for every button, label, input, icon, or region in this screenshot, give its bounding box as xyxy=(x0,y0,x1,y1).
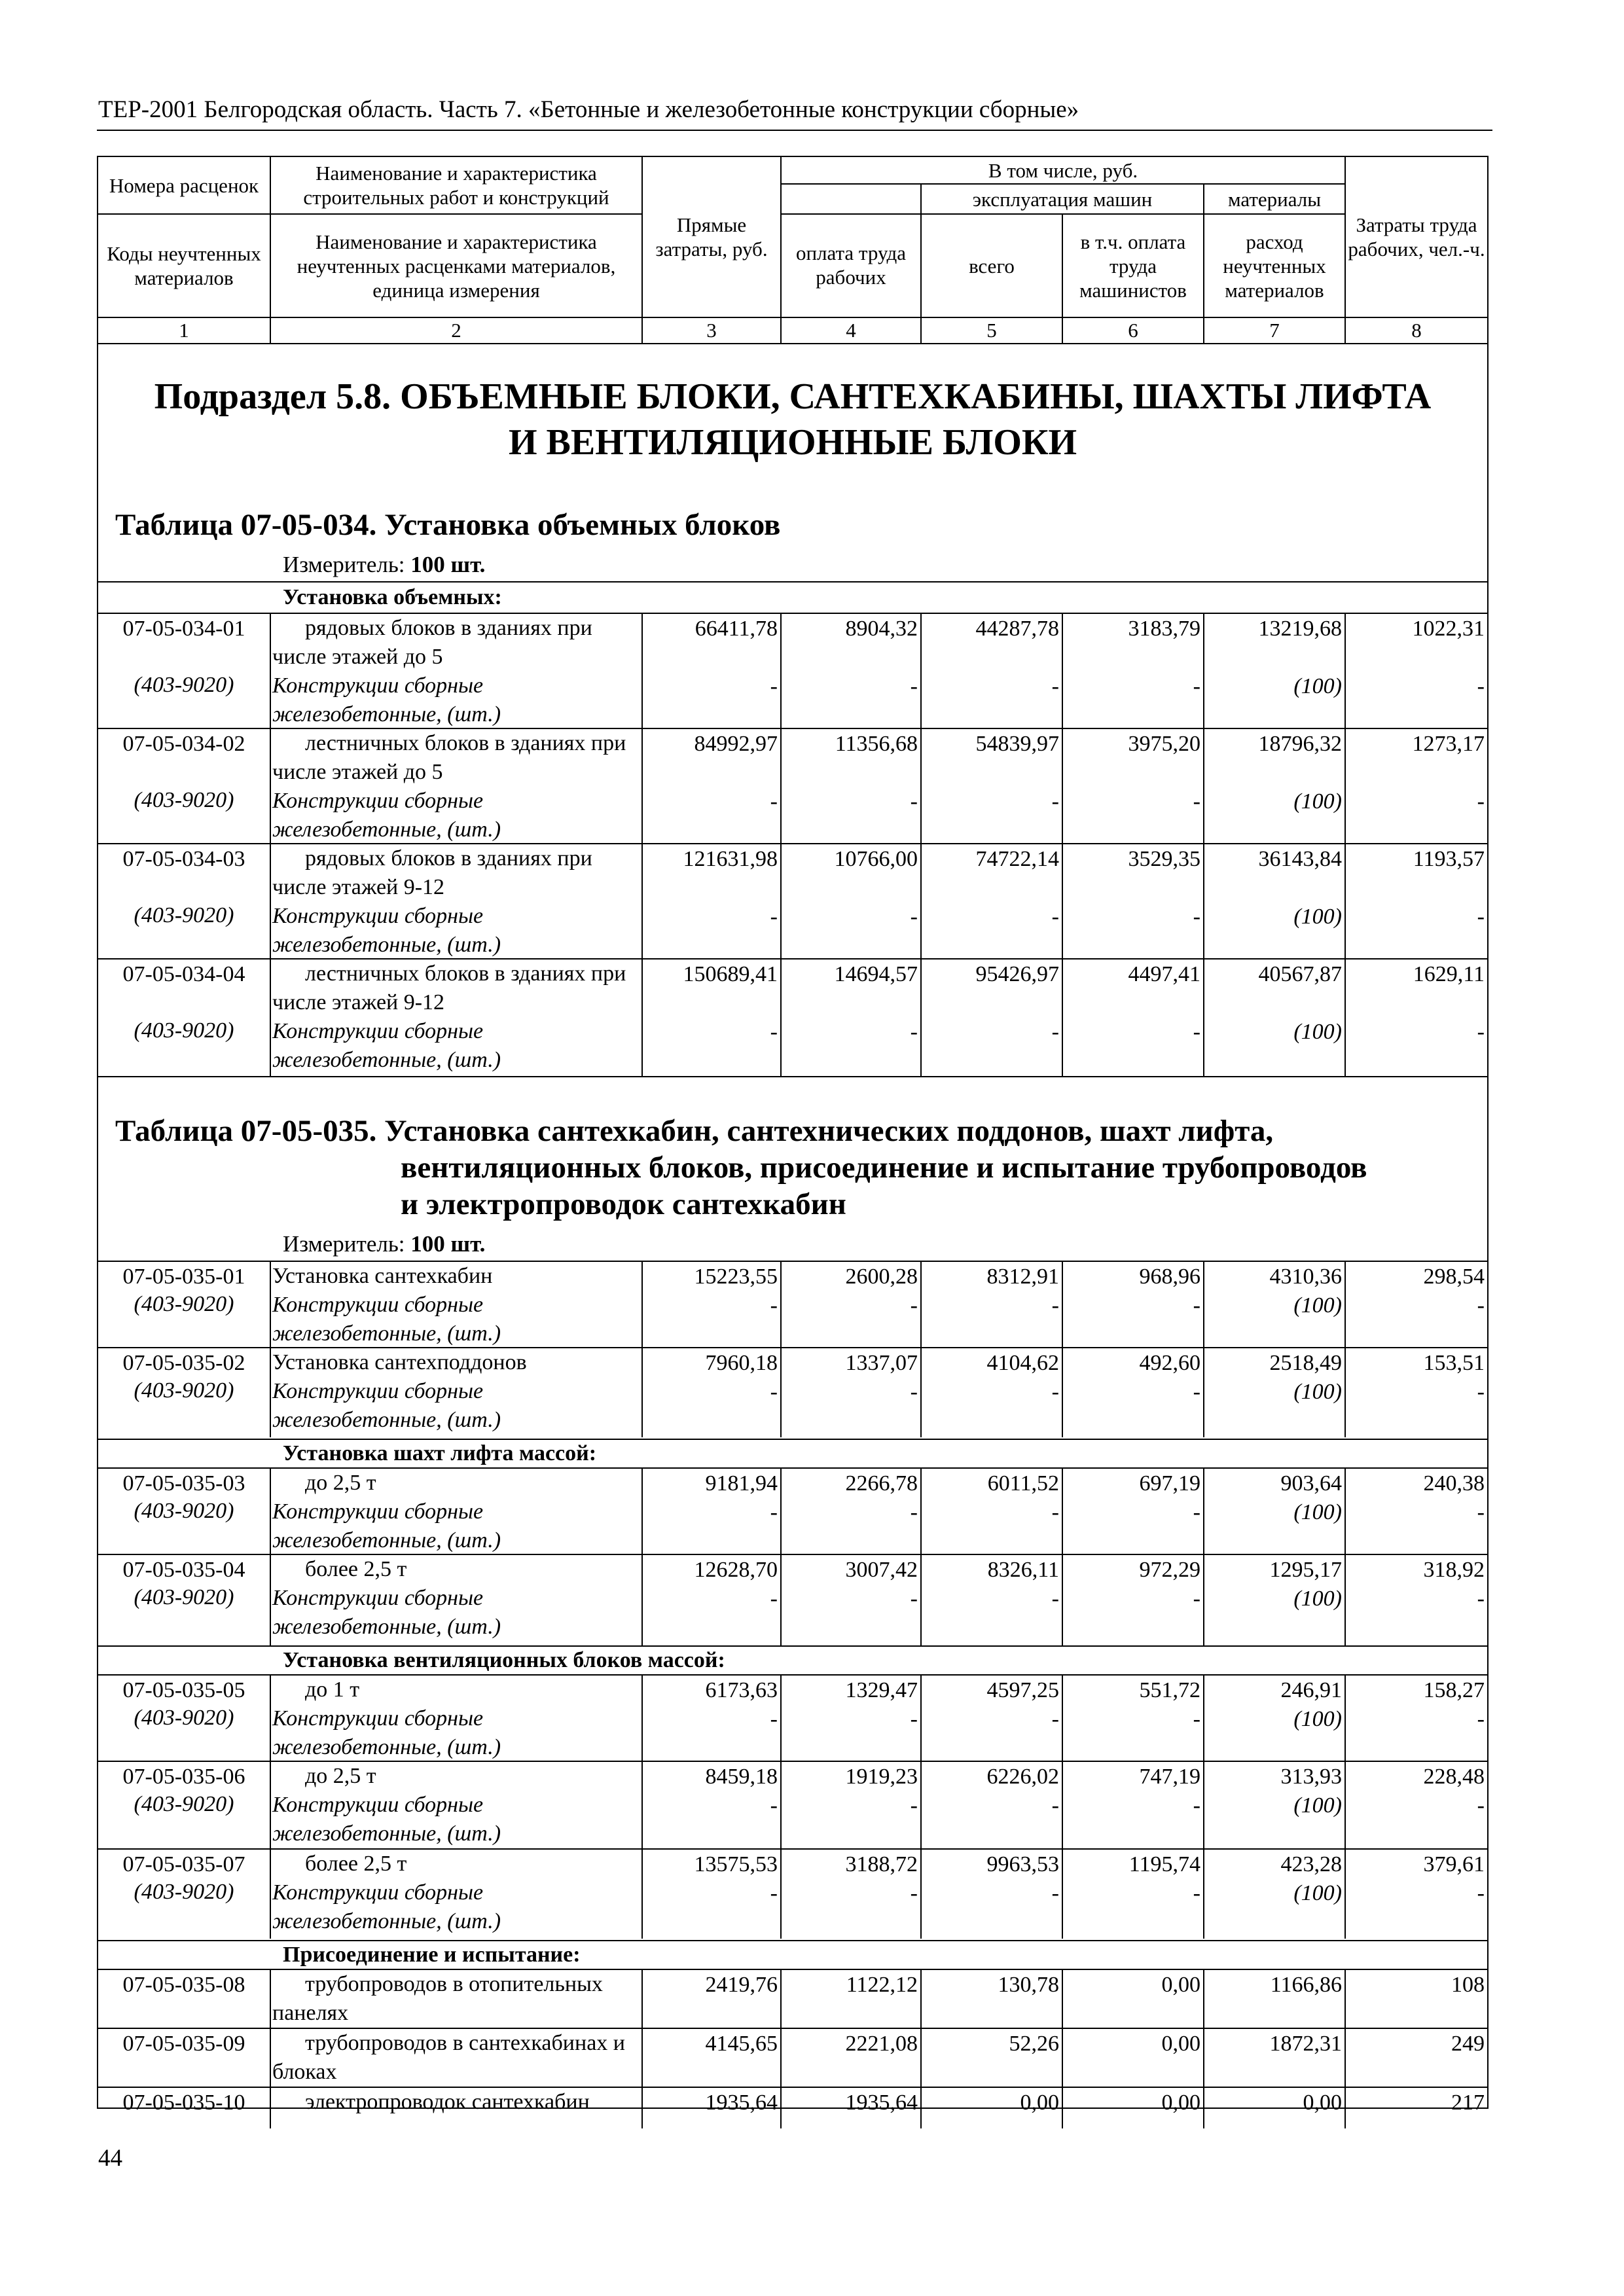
column-line xyxy=(1344,1261,1346,1437)
material-value: - xyxy=(1193,905,1200,929)
material-value: - xyxy=(1477,1587,1485,1611)
row-value: 4104,62 xyxy=(986,1351,1059,1375)
row-value: 150689,41 xyxy=(683,962,778,986)
row-value: 551,72 xyxy=(1139,1678,1200,1702)
material-value: - xyxy=(770,1587,778,1611)
rate-code: 07-05-034-01 xyxy=(122,617,245,641)
row-value: 0,00 xyxy=(1161,1973,1200,1997)
row-value: 12628,70 xyxy=(694,1558,778,1582)
material-value: - xyxy=(1477,789,1485,814)
row-value: 249 xyxy=(1451,2032,1485,2056)
material-value: - xyxy=(1477,1707,1485,1731)
material-value: (100) xyxy=(1293,1707,1342,1731)
row-value: 1195,74 xyxy=(1128,1852,1200,1876)
rate-name: электропроводок сантехкабин xyxy=(305,2090,590,2114)
rate-name: трубопроводов в отопительных панелях xyxy=(272,1972,603,2025)
row-value: 18796,32 xyxy=(1258,732,1342,756)
material-value: - xyxy=(1193,674,1200,698)
column-number: 7 xyxy=(1269,319,1280,342)
row-value: 903,64 xyxy=(1280,1471,1342,1496)
material-value: - xyxy=(1477,1293,1485,1318)
row-value: 1337,07 xyxy=(845,1351,918,1375)
row-value: 8312,91 xyxy=(986,1265,1059,1289)
column-line xyxy=(920,1969,922,2128)
running-header: ТЕР-2001 Белгородская область. Часть 7. «Бетонные и железобетонные конструкции сборные» xyxy=(98,96,1079,123)
material-code: (403-9020) xyxy=(134,903,234,927)
column-line xyxy=(1344,1969,1346,2128)
material-code: (403-9020) xyxy=(134,1792,234,1816)
material-value: - xyxy=(770,1380,778,1404)
row-value: 972,29 xyxy=(1139,1558,1200,1582)
rate-name: рядовых блоков в зданиях при числе этажей 9-12 xyxy=(272,846,592,899)
row-value: 10766,00 xyxy=(834,847,918,871)
table2-title-line3: и электропроводок сантехкабин xyxy=(401,1187,846,1221)
row-value: 1919,23 xyxy=(845,1765,918,1789)
rate-name: Установка сантехкабин xyxy=(272,1264,493,1288)
column-line xyxy=(1344,1467,1346,1645)
row-value: 697,19 xyxy=(1139,1471,1200,1496)
row-value: 246,91 xyxy=(1280,1678,1342,1702)
row-value: 2419,76 xyxy=(705,1973,778,1997)
row-divider xyxy=(97,581,1489,583)
material-value: - xyxy=(1051,1293,1059,1318)
header-materials: материалы xyxy=(1227,187,1322,211)
rate-name: более 2,5 т xyxy=(305,1852,407,1876)
material-value: (100) xyxy=(1293,1793,1342,1818)
header-machines: эксплуатация машин xyxy=(972,187,1153,211)
material-value: - xyxy=(1477,1380,1485,1404)
material-value: - xyxy=(770,905,778,929)
rate-code: 07-05-034-03 xyxy=(122,847,245,871)
table2-title-line2: вентиляционных блоков, присоединение и испытание трубопроводов xyxy=(401,1151,1367,1185)
material-value: - xyxy=(770,1020,778,1044)
unit-of-measure xyxy=(283,551,485,579)
row-value: 14694,57 xyxy=(834,962,918,986)
material-value: - xyxy=(1477,674,1485,698)
column-line xyxy=(1062,1969,1063,2128)
row-value: 1629,11 xyxy=(1413,962,1485,986)
material-value: - xyxy=(1193,1793,1200,1818)
column-line xyxy=(1203,1969,1204,2128)
row-value: 0,00 xyxy=(1161,2032,1200,2056)
material-name: Конструкции сборные железобетонные, (шт.) xyxy=(272,1019,501,1072)
material-value: - xyxy=(910,1707,918,1731)
material-value: - xyxy=(1477,1881,1485,1905)
row-value: 74722,14 xyxy=(975,847,1059,871)
material-value: (100) xyxy=(1293,1881,1342,1905)
material-name: Конструкции сборные железобетонные, (шт.) xyxy=(272,1586,501,1639)
row-value: 36143,84 xyxy=(1258,847,1342,871)
material-value: - xyxy=(1051,1020,1059,1044)
column-line xyxy=(270,1969,271,2128)
rate-name: до 1 т xyxy=(305,1677,360,1702)
material-value: - xyxy=(1193,1587,1200,1611)
row-value: 2518,49 xyxy=(1269,1351,1342,1375)
row-divider xyxy=(97,1439,1489,1440)
material-name: Конструкции сборные железобетонные, (шт.) xyxy=(272,1379,501,1432)
row-value: 298,54 xyxy=(1423,1265,1485,1289)
material-value: - xyxy=(910,1881,918,1905)
rate-code: 07-05-035-01 xyxy=(122,1265,245,1289)
row-value: 4497,41 xyxy=(1128,962,1200,986)
row-value: 2600,28 xyxy=(845,1265,918,1289)
column-line xyxy=(780,1969,782,2128)
header-labor-costs: Затраты труда рабочих, чел.-ч. xyxy=(1348,213,1485,260)
row-value: 2221,08 xyxy=(845,2032,918,2056)
row-value: 1122,12 xyxy=(846,1973,918,1997)
header-rule xyxy=(97,130,1492,131)
rate-name: более 2,5 т xyxy=(305,1557,407,1581)
material-value: (100) xyxy=(1293,1293,1342,1318)
row-value: 1295,17 xyxy=(1269,1558,1342,1582)
column-number: 2 xyxy=(451,319,461,342)
material-value: - xyxy=(770,1881,778,1905)
column-line xyxy=(1062,1261,1063,1437)
rate-name: рядовых блоков в зданиях при числе этажей до 5 xyxy=(272,616,592,669)
material-code: (403-9020) xyxy=(134,673,234,697)
column-line xyxy=(1344,613,1346,1076)
material-value: - xyxy=(1051,1587,1059,1611)
column-line xyxy=(1344,1674,1346,1939)
row-value: 0,00 xyxy=(1020,2090,1059,2115)
row-value: 95426,97 xyxy=(975,962,1059,986)
column-number: 6 xyxy=(1128,319,1138,342)
row-value: 217 xyxy=(1451,2090,1485,2115)
material-value: - xyxy=(1051,674,1059,698)
unit-value: 100 шт. xyxy=(410,1231,486,1257)
header-including: В том числе, руб. xyxy=(988,158,1138,182)
rate-code: 07-05-035-02 xyxy=(122,1351,245,1375)
column-line xyxy=(1203,1674,1204,1939)
header-material-codes: Коды неучтенных материалов xyxy=(107,242,261,289)
rate-code: 07-05-034-04 xyxy=(122,962,245,986)
material-value: - xyxy=(1193,1380,1200,1404)
material-value: - xyxy=(770,1293,778,1318)
column-number: 1 xyxy=(179,319,189,342)
material-value: (100) xyxy=(1293,789,1342,814)
material-value: - xyxy=(770,1500,778,1524)
column-line xyxy=(270,1261,271,1437)
row-value: 4597,25 xyxy=(986,1678,1059,1702)
header-work-name: Наименование и характеристика строительных работ и конструкций xyxy=(303,162,609,209)
column-line xyxy=(780,1467,782,1645)
unit-of-measure xyxy=(283,1230,485,1258)
column-line xyxy=(920,1674,922,1939)
row-value: 3188,72 xyxy=(845,1852,918,1876)
row-value: 6173,63 xyxy=(705,1678,778,1702)
row-value: 1935,64 xyxy=(705,2090,778,2115)
material-code: (403-9020) xyxy=(134,1880,234,1904)
header-bottom xyxy=(97,343,1489,344)
row-value: 1166,86 xyxy=(1270,1973,1342,1997)
material-name: Конструкции сборные железобетонные, (шт.) xyxy=(272,1293,501,1346)
row-value: 40567,87 xyxy=(1258,962,1342,986)
row-value: 2266,78 xyxy=(845,1471,918,1496)
rate-name: до 2,5 т xyxy=(305,1764,376,1788)
unit-value: 100 шт. xyxy=(410,552,486,577)
row-value: 13219,68 xyxy=(1258,617,1342,641)
row-value: 8904,32 xyxy=(845,617,918,641)
material-name: Конструкции сборные железобетонные, (шт.) xyxy=(272,1880,501,1933)
column-line xyxy=(780,1674,782,1939)
material-name: Конструкции сборные железобетонные, (шт.) xyxy=(272,1793,501,1846)
material-code: (403-9020) xyxy=(134,788,234,812)
header-rate-number: Номера расценок xyxy=(109,173,259,197)
material-value: - xyxy=(1051,1707,1059,1731)
header-machines-total: всего xyxy=(969,254,1015,278)
material-value: (100) xyxy=(1293,1020,1342,1044)
rate-name: трубопроводов в сантехкабинах и блоках xyxy=(272,2031,625,2084)
row-value: 379,61 xyxy=(1423,1852,1485,1876)
row-value: 1872,31 xyxy=(1269,2032,1342,2056)
column-line xyxy=(920,1261,922,1437)
row-value: 121631,98 xyxy=(683,847,778,871)
material-code: (403-9020) xyxy=(134,1378,234,1403)
material-value: - xyxy=(1193,789,1200,814)
row-value: 9181,94 xyxy=(705,1471,778,1496)
material-code: (403-9020) xyxy=(134,1499,234,1523)
column-line xyxy=(920,1467,922,1645)
material-value: - xyxy=(910,1793,918,1818)
material-value: - xyxy=(910,674,918,698)
material-value: - xyxy=(910,905,918,929)
material-code: (403-9020) xyxy=(134,1706,234,1730)
material-value: - xyxy=(1477,1500,1485,1524)
material-name: Конструкции сборные железобетонные, (шт.) xyxy=(272,1706,501,1759)
material-code: (403-9020) xyxy=(134,1018,234,1043)
material-value: - xyxy=(1051,1881,1059,1905)
rate-code: 07-05-035-03 xyxy=(122,1471,245,1496)
rate-code: 07-05-034-02 xyxy=(122,732,245,756)
row-value: 3975,20 xyxy=(1128,732,1200,756)
row-value: 9963,53 xyxy=(986,1852,1059,1876)
row-value: 84992,97 xyxy=(694,732,778,756)
row-value: 7960,18 xyxy=(705,1351,778,1375)
rate-name: до 2,5 т xyxy=(305,1471,376,1495)
row-value: 1022,31 xyxy=(1412,617,1485,641)
material-value: - xyxy=(1477,905,1485,929)
material-value: - xyxy=(910,1500,918,1524)
row-value: 3529,35 xyxy=(1128,847,1200,871)
row-value: 52,26 xyxy=(1009,2032,1059,2056)
material-name: Конструкции сборные железобетонные, (шт.) xyxy=(272,673,501,726)
row-value: 130,78 xyxy=(998,1973,1059,1997)
material-value: - xyxy=(770,789,778,814)
row-value: 3007,42 xyxy=(845,1558,918,1582)
material-value: - xyxy=(770,674,778,698)
material-value: (100) xyxy=(1293,1587,1342,1611)
material-value: - xyxy=(1051,789,1059,814)
column-line xyxy=(920,613,922,1076)
material-value: - xyxy=(1051,1380,1059,1404)
row-value: 8326,11 xyxy=(987,1558,1059,1582)
rate-code: 07-05-035-05 xyxy=(122,1678,245,1702)
row-divider xyxy=(97,1645,1489,1647)
column-line xyxy=(270,1674,271,1939)
page-number: 44 xyxy=(98,2145,122,2172)
column-number: 5 xyxy=(986,319,997,342)
material-code: (403-9020) xyxy=(134,1585,234,1609)
material-name: Конструкции сборные железобетонные, (шт.) xyxy=(272,904,501,957)
table2-title: Таблица 07-05-035. Установка сантехкабин, сантехнических поддонов, шахт лифта, xyxy=(115,1114,1274,1148)
row-value: 1193,57 xyxy=(1413,847,1485,871)
row-value: 318,92 xyxy=(1423,1558,1485,1582)
material-value: - xyxy=(910,789,918,814)
material-value: - xyxy=(1193,1500,1200,1524)
material-value: - xyxy=(910,1020,918,1044)
unit-label: Измеритель: xyxy=(283,552,411,577)
header-direct-costs: Прямые затраты, руб. xyxy=(655,213,768,260)
rate-code: 07-05-035-07 xyxy=(122,1852,245,1876)
material-value: - xyxy=(1193,1881,1200,1905)
rate-code: 07-05-035-04 xyxy=(122,1558,245,1582)
group-heading: Установка вентиляционных блоков массой: xyxy=(283,1648,725,1672)
material-code: (403-9020) xyxy=(134,1292,234,1316)
row-value: 6011,52 xyxy=(987,1471,1059,1496)
material-value: - xyxy=(1193,1020,1200,1044)
section-title-line2: И ВЕНТИЛЯЦИОННЫЕ БЛОКИ xyxy=(508,422,1077,463)
row-value: 0,00 xyxy=(1161,2090,1200,2115)
column-line xyxy=(780,613,782,1076)
rate-code: 07-05-035-06 xyxy=(122,1765,245,1789)
row-value: 228,48 xyxy=(1423,1765,1485,1789)
material-value: - xyxy=(910,1380,918,1404)
column-line xyxy=(1062,1467,1063,1645)
rate-name: Установка сантехподдонов xyxy=(272,1350,527,1374)
row-value: 3183,79 xyxy=(1128,617,1200,641)
material-value: - xyxy=(1193,1707,1200,1731)
rate-code: 07-05-035-09 xyxy=(122,2032,245,2056)
material-name: Конструкции сборные железобетонные, (шт.) xyxy=(272,789,501,842)
header-unaccounted-materials: расход неучтенных материалов xyxy=(1223,230,1326,302)
row-value: 313,93 xyxy=(1280,1765,1342,1789)
row-value: 44287,78 xyxy=(975,617,1059,641)
row-value: 108 xyxy=(1451,1973,1485,1997)
material-value: - xyxy=(770,1707,778,1731)
row-divider xyxy=(97,1940,1489,1941)
row-value: 1329,47 xyxy=(845,1678,918,1702)
material-name: Конструкции сборные железобетонные, (шт.) xyxy=(272,1499,501,1552)
material-value: - xyxy=(910,1587,918,1611)
column-number: 8 xyxy=(1411,319,1422,342)
row-value: 8459,18 xyxy=(705,1765,778,1789)
material-value: (100) xyxy=(1293,1500,1342,1524)
material-value: - xyxy=(1051,1500,1059,1524)
row-value: 11356,68 xyxy=(835,732,918,756)
column-line xyxy=(1062,1674,1063,1939)
rate-name: лестничных блоков в зданиях при числе этажей до 5 xyxy=(272,731,626,784)
table-title: Таблица 07-05-034. Установка объемных блоков xyxy=(115,508,781,542)
rate-code: 07-05-035-08 xyxy=(122,1973,245,1997)
rate-name: лестничных блоков в зданиях при числе этажей 9-12 xyxy=(272,961,626,1014)
row-value: 4145,65 xyxy=(705,2032,778,2056)
row-value: 158,27 xyxy=(1423,1678,1485,1702)
group-heading: Присоединение и испытание: xyxy=(283,1943,581,1967)
row-value: 15223,55 xyxy=(694,1265,778,1289)
material-value: - xyxy=(910,1293,918,1318)
row-value: 1273,17 xyxy=(1412,732,1485,756)
material-value: - xyxy=(1051,905,1059,929)
column-line xyxy=(270,1467,271,1645)
material-value: (100) xyxy=(1293,905,1342,929)
column-number: 3 xyxy=(706,319,717,342)
rate-code: 07-05-035-10 xyxy=(122,2090,245,2115)
row-value: 13575,53 xyxy=(694,1852,778,1876)
row-value: 4310,36 xyxy=(1269,1265,1342,1289)
row-value: 240,38 xyxy=(1423,1471,1485,1496)
material-value: - xyxy=(770,1793,778,1818)
row-value: 968,96 xyxy=(1139,1265,1200,1289)
group-heading: Установка объемных: xyxy=(283,585,502,609)
header-material-names: Наименование и характеристика неучтенных расценками материалов, единица измерения xyxy=(297,230,616,302)
material-value: (100) xyxy=(1293,1380,1342,1404)
row-value: 747,19 xyxy=(1139,1765,1200,1789)
material-value: - xyxy=(1477,1793,1485,1818)
section-title: Подраздел 5.8. ОБЪЕМНЫЕ БЛОКИ, САНТЕХКАБИНЫ, ШАХТЫ ЛИФТА xyxy=(154,376,1432,417)
column-number: 4 xyxy=(846,319,856,342)
row-value: 6226,02 xyxy=(986,1765,1059,1789)
header-worker-pay: оплата труда рабочих xyxy=(795,242,907,289)
row-value: 153,51 xyxy=(1423,1351,1485,1375)
unit-label: Измеритель: xyxy=(283,1231,411,1257)
column-line xyxy=(1203,613,1204,1076)
column-line xyxy=(270,613,271,1076)
group-heading: Установка шахт лифта массой: xyxy=(283,1441,597,1465)
row-value: 66411,78 xyxy=(695,617,778,641)
material-value: (100) xyxy=(1293,674,1342,698)
row-value: 0,00 xyxy=(1303,2090,1342,2115)
row-value: 492,60 xyxy=(1139,1351,1200,1375)
column-line xyxy=(1203,1467,1204,1645)
row-value: 423,28 xyxy=(1280,1852,1342,1876)
material-value: - xyxy=(1477,1020,1485,1044)
column-line xyxy=(1062,613,1063,1076)
material-value: - xyxy=(1193,1293,1200,1318)
material-value: - xyxy=(1051,1793,1059,1818)
column-line xyxy=(780,1261,782,1437)
header-machinist-pay: в т.ч. оплата труда машинистов xyxy=(1079,230,1187,302)
row-value: 1935,64 xyxy=(845,2090,918,2115)
column-line xyxy=(1203,1261,1204,1437)
row-value: 54839,97 xyxy=(975,732,1059,756)
row-divider xyxy=(97,1076,1489,1077)
